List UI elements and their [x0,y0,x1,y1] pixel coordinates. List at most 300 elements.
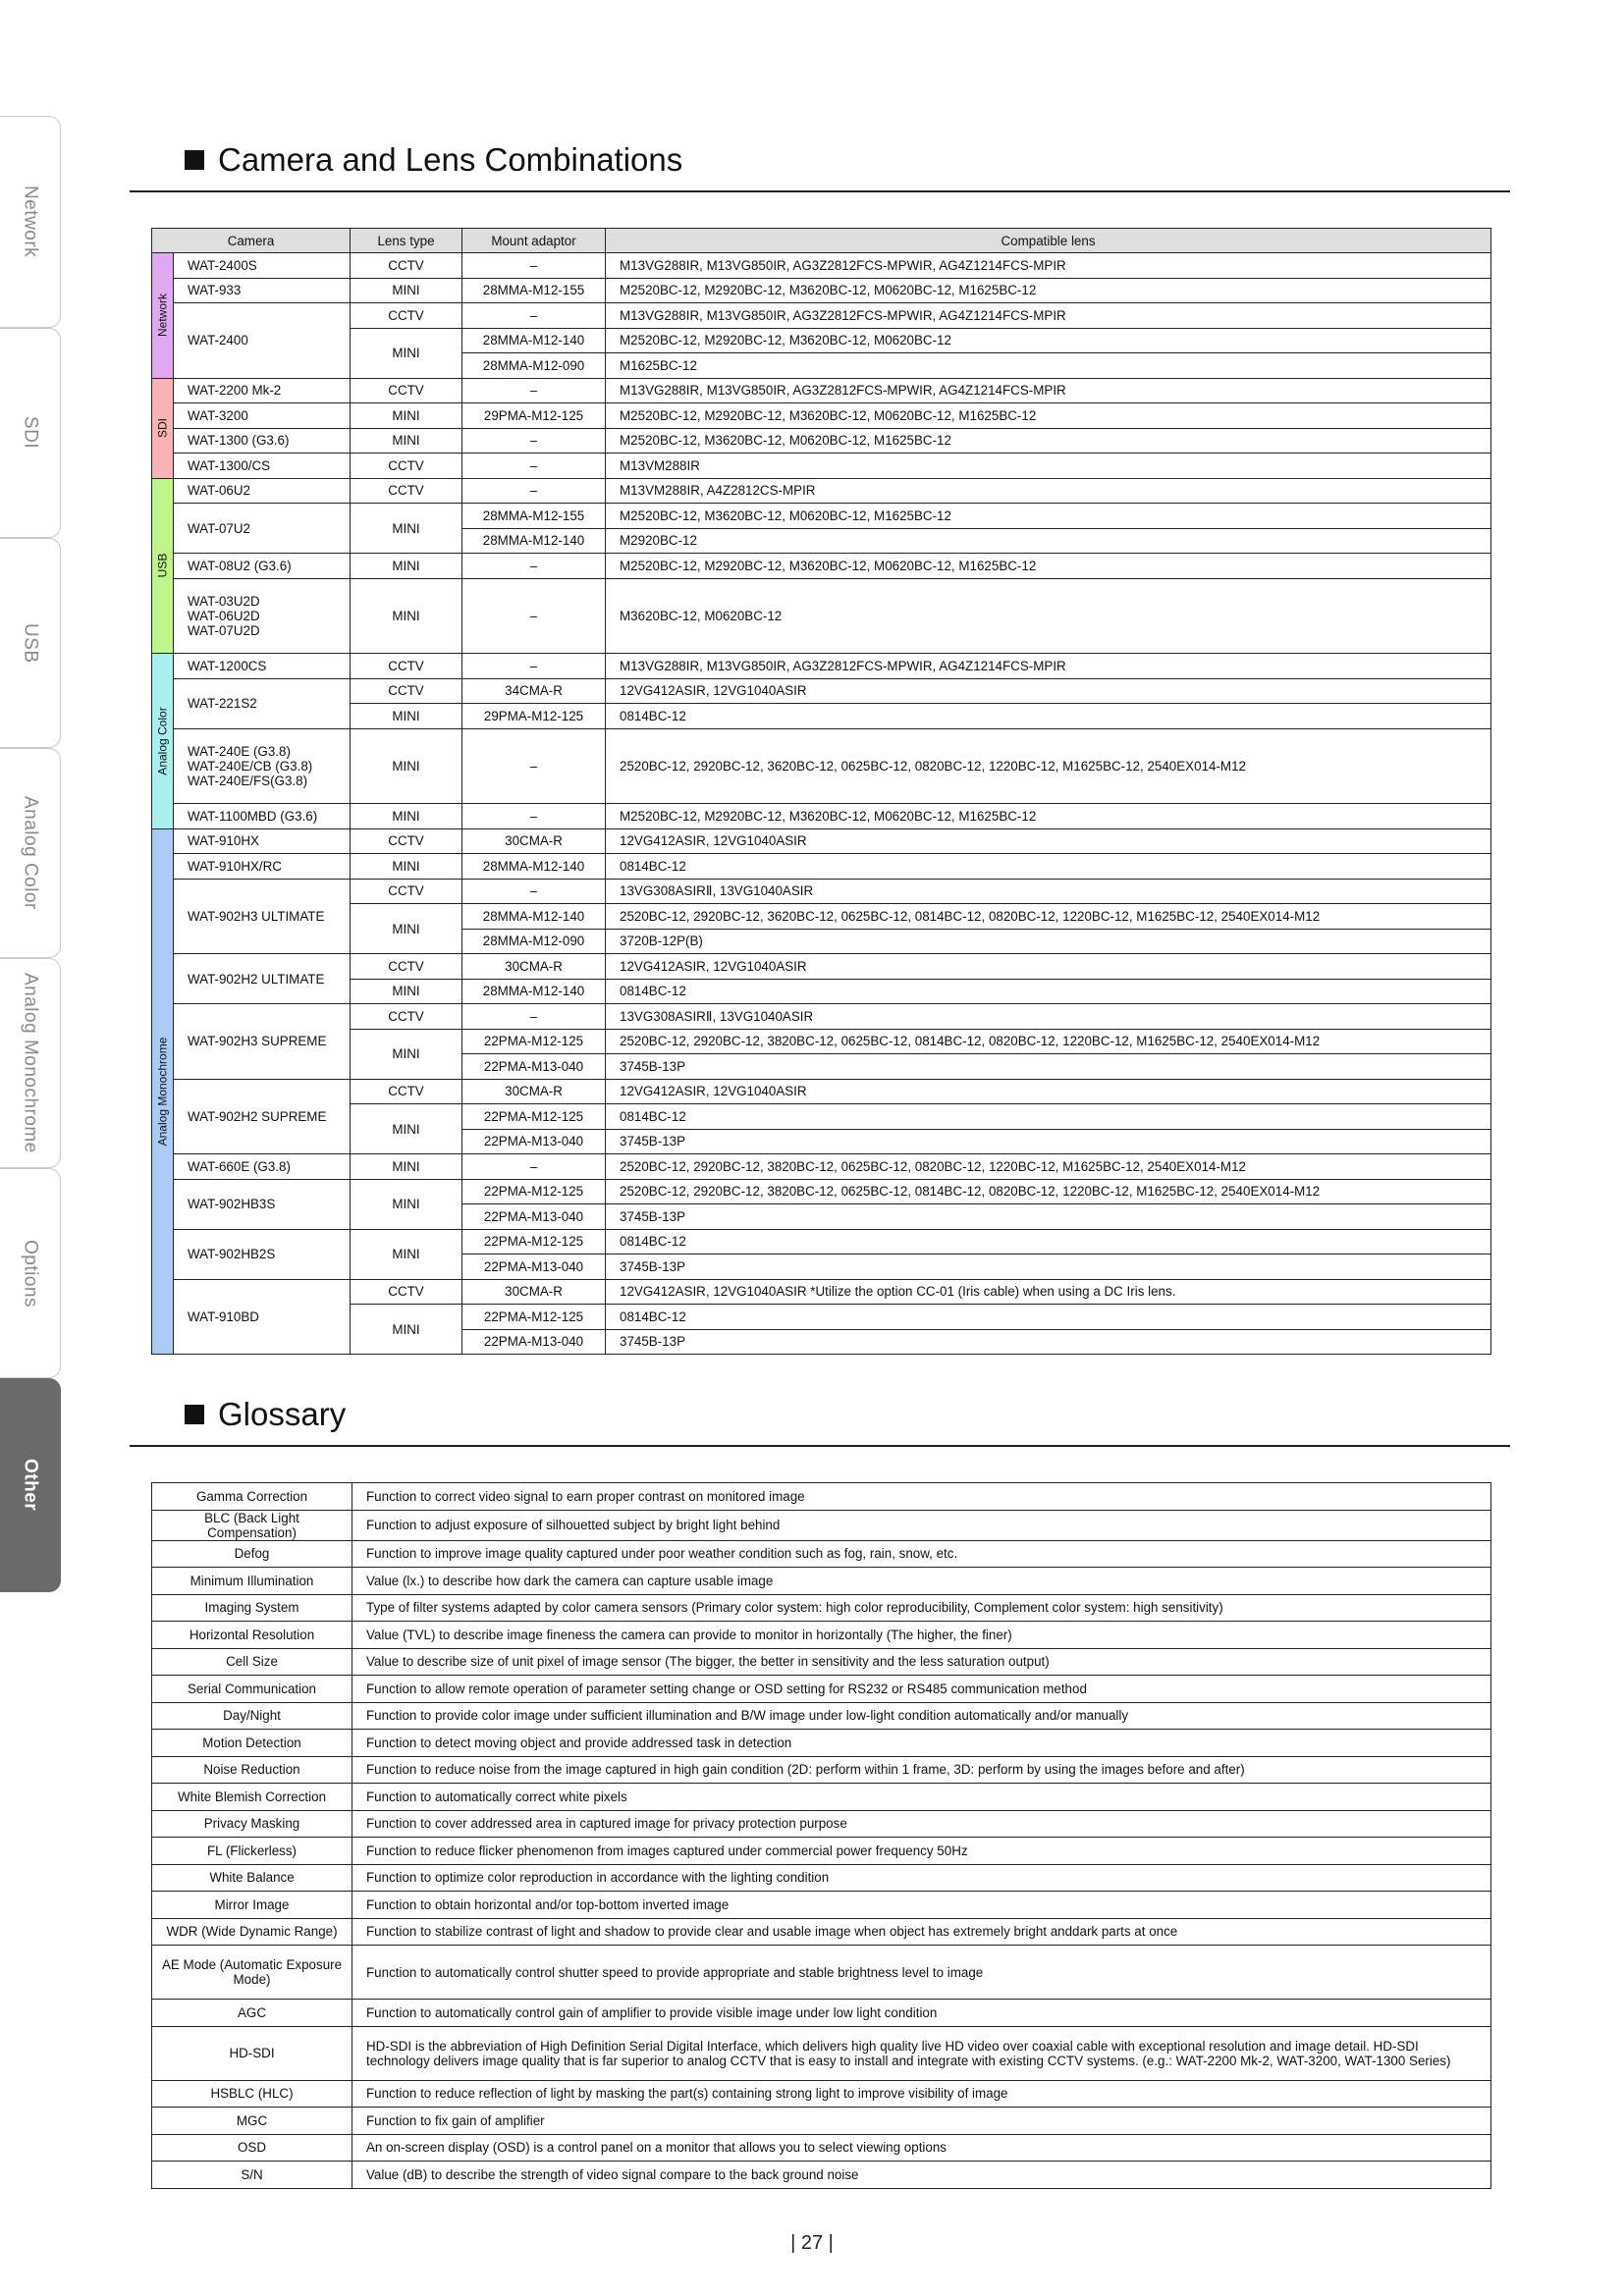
camera-name: WAT-1100MBD (G3.6) [188,808,318,824]
glossary-row [152,1810,1491,1838]
mount-adaptor-cell: 30CMA-R [462,1079,606,1104]
camera-cell [174,378,351,403]
lens-type-cell: CCTV [351,303,462,329]
glossary-term: Defog [152,1540,352,1568]
glossary-row [152,2162,1491,2189]
camera-name: WAT-910HX/RC [188,858,282,874]
camera-name: WAT-910BD [188,1308,259,1324]
glossary-term: Cell Size [152,1648,352,1676]
glossary-term: Day/Night [152,1702,352,1730]
glossary-term: MGC [152,2108,352,2135]
camera-name: WAT-902H2 SUPREME [188,1108,327,1124]
lens-type-cell: MINI [351,804,462,829]
camera-name: WAT-06U2 [188,483,250,499]
glossary-row [152,1540,1491,1568]
section-camera-lens-title: Camera and Lens Combinations [218,141,683,178]
glossary-term: White Blemish Correction [152,1784,352,1811]
mount-adaptor-cell: 28MMA-M12-140 [462,328,606,353]
mount-adaptor-cell: 28MMA-M12-155 [462,504,606,529]
category-label: SDI [155,417,169,439]
glossary-row [152,1864,1491,1892]
lens-type-cell: MINI [351,504,462,554]
camera-cell [174,804,351,829]
mount-adaptor-cell: 22PMA-M12-125 [462,1179,606,1204]
camera-name: WAT-06U2D [188,608,260,623]
glossary-term: Motion Detection [152,1730,352,1757]
camera-name: WAT-08U2 (G3.6) [188,558,292,573]
header-compatible-lens: Compatible lens [606,229,1491,253]
table-row [152,1004,1491,1030]
header-camera: Camera [152,229,351,253]
lens-type-cell: MINI [351,278,462,303]
glossary-term: AE Mode (Automatic Exposure Mode) [152,1946,352,2000]
table-row [152,804,1491,829]
table-row [152,278,1491,303]
camera-name: WAT-07U2 [188,520,250,536]
table-row [152,654,1491,679]
compatible-lens-cell: M2520BC-12, M2920BC-12, M3620BC-12, M0620BC-12, M1625BC-12 [606,278,1491,303]
compatible-lens-cell: 2520BC-12, 2920BC-12, 3820BC-12, 0625BC-12, 0814BC-12, 0820BC-12, 1220BC-12, M1625BC-12, 2540EX014-M12 [606,1179,1491,1204]
glossary-term: Serial Communication [152,1676,352,1703]
camera-cell [174,678,351,728]
compatible-lens-cell: M13VM288IR, A4Z2812CS-MPIR [606,478,1491,504]
camera-lens-table [151,228,1491,1355]
camera-cell [174,578,351,654]
tab-options-label: Options [20,1239,41,1308]
glossary-row [152,1483,1491,1511]
glossary-row [152,2134,1491,2162]
tab-other-label: Other [20,1459,41,1512]
glossary-term: S/N [152,2162,352,2189]
tab-usb-label: USB [20,622,41,664]
glossary-definition: Function to improve image quality captured under poor weather condition such as fog, rain, snow, etc. [352,1540,1491,1568]
lens-type-cell: MINI [351,979,462,1004]
compatible-lens-cell: 3745B-13P [606,1129,1491,1154]
lens-type-cell: MINI [351,728,462,804]
compatible-lens-cell: 0814BC-12 [606,704,1491,729]
lens-type-cell: CCTV [351,1004,462,1030]
camera-name: WAT-2200 Mk-2 [188,383,282,399]
camera-cell [174,1279,351,1355]
heading-square-icon [185,1405,204,1424]
glossary-term: WDR (Wide Dynamic Range) [152,1918,352,1946]
compatible-lens-cell: 3745B-13P [606,1204,1491,1230]
lens-type-cell: CCTV [351,253,462,279]
lens-type-cell: MINI [351,704,462,729]
mount-adaptor-cell: 30CMA-R [462,828,606,854]
category-cell [152,378,174,478]
compatible-lens-cell: M2520BC-12, M2920BC-12, M3620BC-12, M0620BC-12, M1625BC-12 [606,554,1491,579]
heading-rule [130,1445,1510,1447]
compatible-lens-cell: M2520BC-12, M2920BC-12, M3620BC-12, M0620BC-12 [606,328,1491,353]
camera-cell [174,278,351,303]
tab-network-label: Network [20,186,41,258]
category-cell [152,654,174,829]
camera-name: WAT-902H3 ULTIMATE [188,908,325,924]
glossary-term: Horizontal Resolution [152,1622,352,1649]
mount-adaptor-cell: – [462,428,606,454]
glossary-table [151,1482,1491,2189]
tab-other[interactable] [0,1378,61,1592]
compatible-lens-cell: M13VG288IR, M13VG850IR, AG3Z2812FCS-MPWIR, AG4Z1214FCS-MPIR [606,654,1491,679]
mount-adaptor-cell: – [462,728,606,804]
camera-cell [174,654,351,679]
tab-analog-color[interactable] [0,748,61,958]
tab-network[interactable] [0,116,61,328]
camera-name: WAT-240E/FS(G3.8) [188,773,308,788]
lens-type-cell: MINI [351,578,462,654]
category-cell [152,478,174,654]
compatible-lens-cell: 3720B-12P(B) [606,929,1491,954]
glossary-definition: Function to automatically correct white pixels [352,1784,1491,1811]
table-row [152,1179,1491,1204]
mount-adaptor-cell: – [462,1004,606,1030]
mount-adaptor-cell: 22PMA-M13-040 [462,1329,606,1355]
table-row [152,1279,1491,1305]
category-label: Network [155,294,169,338]
glossary-definition: Function to reduce flicker phenomenon from images captured under commercial power frequency 50Hz [352,1838,1491,1865]
glossary-term: White Balance [152,1864,352,1892]
lens-type-cell: MINI [351,328,462,378]
lens-type-cell: CCTV [351,454,462,479]
table-row [152,478,1491,504]
camera-cell [174,728,351,804]
heading-rule [130,190,1510,192]
camera-name: WAT-902H2 ULTIMATE [188,971,325,987]
glossary-definition: Value (dB) to describe the strength of video signal compare to the back ground noise [352,2162,1491,2189]
mount-adaptor-cell: 30CMA-R [462,954,606,980]
table-row [152,954,1491,980]
glossary-row [152,1568,1491,1595]
glossary-row [152,2108,1491,2135]
camera-name: WAT-03U2D [188,593,260,609]
camera-cell [174,504,351,554]
lens-type-cell: MINI [351,554,462,579]
glossary-definition: Function to reduce reflection of light by masking the part(s) containing strong light to improve visibility of image [352,2080,1491,2108]
camera-cell [174,478,351,504]
compatible-lens-cell: M2520BC-12, M2920BC-12, M3620BC-12, M0620BC-12, M1625BC-12 [606,403,1491,429]
glossary-definition: HD-SDI is the abbreviation of High Definition Serial Digital Interface, which delivers high quality live HD video over coaxial cable with exceptional resolution and image detail. HD-SDI technology delivers image quality that is far superior to analog CCTV that is easy to install and integrate with existing CCTV systems. (e.g.: WAT-2200 Mk-2, WAT-3200, WAT-1300 Series) [352,2026,1491,2080]
mount-adaptor-cell: – [462,454,606,479]
table-row [152,1229,1491,1255]
camera-name: WAT-910HX [188,833,259,849]
glossary-definition: Value to describe size of unit pixel of image sensor (The bigger, the better in sensitivity and the less saturation output) [352,1648,1491,1676]
table-header-row [152,229,1491,253]
table-row [152,979,1491,1004]
table-row [152,378,1491,403]
camera-name: WAT-2400S [188,257,257,273]
glossary-row [152,1510,1491,1540]
table-row [152,554,1491,579]
lens-type-cell: CCTV [351,654,462,679]
glossary-row [152,1730,1491,1757]
lens-type-cell: MINI [351,1305,462,1355]
page-number: | 27 | [790,2232,834,2254]
mount-adaptor-cell: 22PMA-M12-125 [462,1229,606,1255]
camera-cell [174,554,351,579]
compatible-lens-cell: 0814BC-12 [606,1305,1491,1330]
category-cell [152,253,174,379]
camera-name: WAT-221S2 [188,696,257,711]
table-row [152,1104,1491,1130]
lens-type-cell: MINI [351,403,462,429]
compatible-lens-cell: 12VG412ASIR, 12VG1040ASIR [606,678,1491,704]
mount-adaptor-cell: – [462,554,606,579]
mount-adaptor-cell: – [462,478,606,504]
tab-analog-monochrome-label: Analog Monochrome [20,973,41,1153]
compatible-lens-cell: 0814BC-12 [606,1229,1491,1255]
lens-type-cell: CCTV [351,678,462,704]
lens-type-cell: MINI [351,1154,462,1180]
mount-adaptor-cell: – [462,1154,606,1180]
mount-adaptor-cell: – [462,879,606,904]
glossary-definition: Function to automatically control gain of amplifier to provide visible image under low light condition [352,2000,1491,2027]
compatible-lens-cell: M2520BC-12, M3620BC-12, M0620BC-12, M1625BC-12 [606,504,1491,529]
mount-adaptor-cell: 29PMA-M12-125 [462,704,606,729]
compatible-lens-cell: 13VG308ASIRⅡ, 13VG1040ASIR [606,1004,1491,1030]
camera-cell [174,428,351,454]
tab-usb[interactable] [0,538,61,748]
table-row [152,904,1491,930]
header-mount-adaptor: Mount adaptor [462,229,606,253]
category-label: USB [155,553,169,578]
table-row [152,504,1491,529]
lens-type-cell: MINI [351,1104,462,1154]
glossary-definition: Value (TVL) to describe image fineness the camera can provide to monitor in horizontally (The higher, the finer) [352,1622,1491,1649]
compatible-lens-cell: M2920BC-12 [606,528,1491,554]
camera-cell [174,828,351,854]
mount-adaptor-cell: 22PMA-M12-125 [462,1305,606,1330]
compatible-lens-cell: M3620BC-12, M0620BC-12 [606,578,1491,654]
glossary-term: Privacy Masking [152,1810,352,1838]
table-row [152,1154,1491,1180]
mount-adaptor-cell: – [462,578,606,654]
mount-adaptor-cell: 22PMA-M13-040 [462,1255,606,1280]
compatible-lens-cell: 0814BC-12 [606,854,1491,880]
camera-cell [174,454,351,479]
table-row [152,253,1491,279]
compatible-lens-cell: 3745B-13P [606,1054,1491,1080]
compatible-lens-cell: 2520BC-12, 2920BC-12, 3820BC-12, 0625BC-12, 0820BC-12, 1220BC-12, M1625BC-12, 2540EX014-M12 [606,1154,1491,1180]
tab-options[interactable] [0,1168,61,1378]
glossary-row [152,1918,1491,1946]
compatible-lens-cell: 3745B-13P [606,1255,1491,1280]
mount-adaptor-cell: 28MMA-M12-140 [462,904,606,930]
compatible-lens-cell: 13VG308ASIRⅡ, 13VG1040ASIR [606,879,1491,904]
camera-cell [174,1179,351,1229]
glossary-row [152,1594,1491,1622]
glossary-definition: Function to correct video signal to earn proper contrast on monitored image [352,1483,1491,1511]
compatible-lens-cell: 0814BC-12 [606,979,1491,1004]
mount-adaptor-cell: 22PMA-M13-040 [462,1054,606,1080]
table-row [152,578,1491,604]
compatible-lens-cell: M13VM288IR [606,454,1491,479]
mount-adaptor-cell: 34CMA-R [462,678,606,704]
glossary-term: FL (Flickerless) [152,1838,352,1865]
camera-lens-table-body [152,253,1491,1355]
table-row [152,828,1491,854]
glossary-definition: Function to obtain horizontal and/or top-bottom inverted image [352,1892,1491,1919]
camera-name: WAT-1300/CS [188,457,271,473]
glossary-term: AGC [152,2000,352,2027]
tab-analog-color-label: Analog Color [20,796,41,910]
mount-adaptor-cell: 28MMA-M12-140 [462,979,606,1004]
lens-type-cell: CCTV [351,478,462,504]
lens-type-cell: CCTV [351,1079,462,1104]
glossary-row [152,1622,1491,1649]
header-lens-type: Lens type [351,229,462,253]
glossary-row [152,1946,1491,2000]
table-row [152,854,1491,880]
compatible-lens-cell: 0814BC-12 [606,1104,1491,1130]
table-row [152,1079,1491,1104]
table-row [152,303,1491,329]
camera-name: WAT-902HB2S [188,1247,276,1261]
mount-adaptor-cell: 29PMA-M12-125 [462,403,606,429]
camera-cell [174,954,351,1004]
glossary-term: Mirror Image [152,1892,352,1919]
mount-adaptor-cell: – [462,378,606,403]
camera-cell [174,253,351,279]
compatible-lens-cell: M2520BC-12, M2920BC-12, M3620BC-12, M0620BC-12, M1625BC-12 [606,804,1491,829]
camera-name: WAT-902H3 SUPREME [188,1034,327,1049]
glossary-row [152,1784,1491,1811]
compatible-lens-cell: 2520BC-12, 2920BC-12, 3620BC-12, 0625BC-12, 0820BC-12, 1220BC-12, M1625BC-12, 2540EX014-M12 [606,728,1491,804]
glossary-row [152,2026,1491,2080]
table-row [152,678,1491,704]
glossary-term: OSD [152,2134,352,2162]
glossary-definition: Function to fix gain of amplifier [352,2108,1491,2135]
compatible-lens-cell: M13VG288IR, M13VG850IR, AG3Z2812FCS-MPWIR, AG4Z1214FCS-MPIR [606,378,1491,403]
glossary-row [152,1838,1491,1865]
compatible-lens-cell: 12VG412ASIR, 12VG1040ASIR [606,954,1491,980]
category-label: Analog Monochrome [155,1037,169,1147]
lens-type-cell: CCTV [351,1279,462,1305]
camera-cell [174,1229,351,1279]
glossary-term: Imaging System [152,1594,352,1622]
mount-adaptor-cell: 28MMA-M12-090 [462,929,606,954]
mount-adaptor-cell: – [462,303,606,329]
glossary-term: Minimum Illumination [152,1568,352,1595]
section-glossary-title: Glossary [218,1396,347,1432]
table-row [152,454,1491,479]
table-row [152,728,1491,754]
glossary-definition: Function to stabilize contrast of light and shadow to provide clear and usable image when object has extremely bright anddark parts at once [352,1918,1491,1946]
camera-cell [174,854,351,880]
mount-adaptor-cell: 22PMA-M13-040 [462,1129,606,1154]
camera-cell [174,879,351,954]
mount-adaptor-cell: 28MMA-M12-140 [462,528,606,554]
tab-sdi-label: SDI [20,416,41,450]
category-label: Analog Color [155,707,169,775]
compatible-lens-cell: M13VG288IR, M13VG850IR, AG3Z2812FCS-MPWIR, AG4Z1214FCS-MPIR [606,303,1491,329]
mount-adaptor-cell: 28MMA-M12-090 [462,353,606,379]
glossary-row [152,1676,1491,1703]
mount-adaptor-cell: – [462,654,606,679]
category-cell [152,828,174,1355]
compatible-lens-cell: M2520BC-12, M3620BC-12, M0620BC-12, M1625BC-12 [606,428,1491,454]
glossary-definition: Function to adjust exposure of silhouetted subject by bright light behind [352,1510,1491,1540]
glossary-definition: Function to detect moving object and provide addressed task in detection [352,1730,1491,1757]
compatible-lens-cell: 2520BC-12, 2920BC-12, 3620BC-12, 0625BC-12, 0814BC-12, 0820BC-12, 1220BC-12, M1625BC-12, 2540EX014-M12 [606,904,1491,930]
compatible-lens-cell: M13VG288IR, M13VG850IR, AG3Z2812FCS-MPWIR, AG4Z1214FCS-MPIR [606,253,1491,279]
section-camera-lens-heading [185,141,682,179]
tab-analog-monochrome[interactable] [0,958,61,1168]
glossary-row [152,1892,1491,1919]
table-row [152,328,1491,353]
glossary-definition: Type of filter systems adapted by color camera sensors (Primary color system: high color reproducibility, Complement color system: high sensitivity) [352,1594,1491,1622]
camera-name: WAT-3200 [188,407,248,423]
glossary-term: BLC (Back Light Compensation) [152,1510,352,1540]
heading-square-icon [185,150,204,170]
lens-type-cell: CCTV [351,828,462,854]
section-glossary-heading [185,1396,346,1433]
table-row [152,1305,1491,1330]
glossary-row [152,2000,1491,2027]
camera-name: WAT-902HB3S [188,1197,276,1211]
mount-adaptor-cell: – [462,804,606,829]
lens-type-cell: MINI [351,1029,462,1079]
mount-adaptor-cell: – [462,253,606,279]
compatible-lens-cell: M1625BC-12 [606,353,1491,379]
glossary-definition: Function to reduce noise from the image captured in high gain condition (2D: perform within 1 frame, 3D: perform by using the images before and after) [352,1756,1491,1784]
mount-adaptor-cell: 28MMA-M12-155 [462,278,606,303]
compatible-lens-cell: 12VG412ASIR, 12VG1040ASIR *Utilize the option CC-01 (Iris cable) when using a DC Iris lens. [606,1279,1491,1305]
camera-cell [174,303,351,379]
camera-name: WAT-240E/CB (G3.8) [188,758,313,774]
glossary-term: HSBLC (HLC) [152,2080,352,2108]
compatible-lens-cell: 3745B-13P [606,1329,1491,1355]
glossary-definition: Function to cover addressed area in captured image for privacy protection purpose [352,1810,1491,1838]
glossary-definition: An on-screen display (OSD) is a control panel on a monitor that allows you to select viewing options [352,2134,1491,2162]
table-row [152,704,1491,729]
camera-cell [174,403,351,429]
camera-name: WAT-240E (G3.8) [188,743,291,759]
mount-adaptor-cell: 30CMA-R [462,1279,606,1305]
glossary-row [152,1702,1491,1730]
mount-adaptor-cell: 22PMA-M12-125 [462,1104,606,1130]
glossary-definition: Function to allow remote operation of parameter setting change or OSD setting for RS232 or RS485 communication method [352,1676,1491,1703]
camera-name: WAT-2400 [188,333,248,348]
camera-name: WAT-660E (G3.8) [188,1158,291,1174]
camera-name: WAT-07U2D [188,622,260,638]
lens-type-cell: MINI [351,1179,462,1229]
glossary-table-body [152,1483,1491,2189]
lens-type-cell: MINI [351,1229,462,1279]
glossary-definition: Function to automatically control shutter speed to provide appropriate and stable brightness level to image [352,1946,1491,2000]
table-row [152,1029,1491,1054]
glossary-definition: Value (lx.) to describe how dark the camera can capture usable image [352,1568,1491,1595]
lens-type-cell: CCTV [351,879,462,904]
camera-cell [174,1154,351,1180]
camera-name: WAT-1200CS [188,658,267,673]
tab-sdi[interactable] [0,328,61,538]
table-row [152,403,1491,429]
camera-cell [174,1079,351,1154]
lens-type-cell: MINI [351,428,462,454]
mount-adaptor-cell: 22PMA-M12-125 [462,1029,606,1054]
glossary-definition: Function to optimize color reproduction in accordance with the lighting condition [352,1864,1491,1892]
glossary-term: Noise Reduction [152,1756,352,1784]
compatible-lens-cell: 12VG412ASIR, 12VG1040ASIR [606,1079,1491,1104]
table-row [152,879,1491,904]
compatible-lens-cell: 2520BC-12, 2920BC-12, 3820BC-12, 0625BC-12, 0814BC-12, 0820BC-12, 1220BC-12, M1625BC-12, 2540EX014-M12 [606,1029,1491,1054]
camera-cell [174,1004,351,1080]
lens-type-cell: CCTV [351,378,462,403]
glossary-term: HD-SDI [152,2026,352,2080]
lens-type-cell: MINI [351,854,462,880]
table-row [152,428,1491,454]
